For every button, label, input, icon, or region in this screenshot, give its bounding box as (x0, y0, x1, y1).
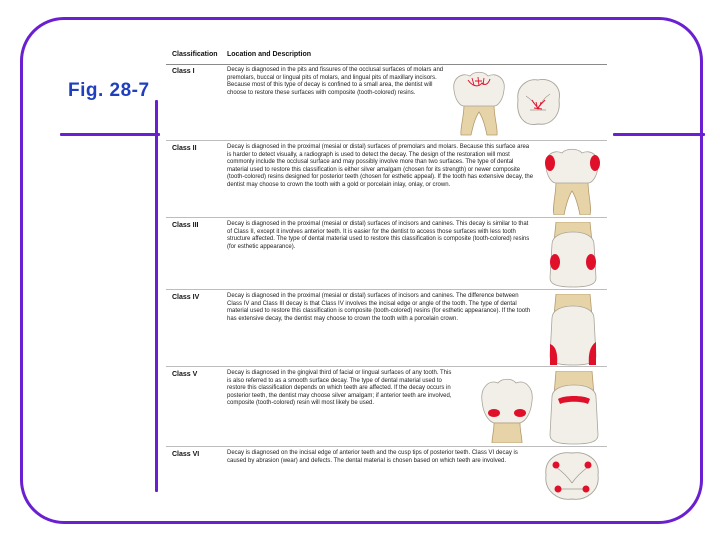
incisor-gingival-decay-illustration (544, 371, 604, 445)
incisor-incisal-angle-decay-illustration (542, 294, 604, 366)
row-class-label: Class III (172, 222, 199, 229)
classification-table (166, 46, 607, 496)
molar-top-view-decay-illustration (512, 74, 564, 130)
header-classification: Classification (172, 51, 218, 58)
molar-proximal-decay-illustration (540, 143, 604, 215)
incisor-proximal-decay-illustration (542, 222, 604, 288)
table-row-class-6 (166, 446, 607, 497)
row-description: Decay is diagnosed in the pits and fissures of the occlusal surfaces of molars and premolars, buccal or lingual pits of molars, and lingual pits of maxillary incisors. Because most of this type of decay is confined to a small area, the dentist will choose to restore these surfaces with composite (tooth-colored) resins. (227, 67, 444, 96)
header-location-description: Location and Description (227, 51, 312, 58)
row-description: Decay is diagnosed in the proximal (mesial or distal) surfaces of premolars and molars. Because this surface area is harder to detect visually, a radiograph is used to detect the decay. The design of the restoration will most commonly include the occlusal surface and may possibly involve more than two surfaces. The type of dental material used to restore this classification is either silver amalgam (chosen for its strength) or newer composite (tooth-colored) resins designed for posterior teeth (chosen for esthetic appeal). If the tooth has extensive decay, the dentist may choose to crown the tooth with a gold or porcelain inlay, onlay, or crown. (227, 144, 534, 188)
row-class-label: Class I (172, 68, 195, 75)
table-row-class-2 (166, 140, 607, 218)
table-row-class-4 (166, 289, 607, 367)
table-header (166, 46, 607, 65)
table-row-class-1 (166, 64, 607, 140)
figure-label: Fig. 28-7 (68, 80, 150, 101)
row-class-label: Class II (172, 145, 197, 152)
molar-occlusal-decay-illustration (448, 66, 510, 136)
row-description: Decay is diagnosed in the proximal (mesial or distal) surfaces of incisors and canines. The difference between Class IV and Class III decay is that Class IV involves the incisal edge or angle of the tooth. The type of dental material used to restore this classification is composite (tooth-colored) resins (for esthetic appearance). If the tooth has extensive decay, the dentist may choose to crown the tooth with a porcelain crown. (227, 293, 531, 322)
row-class-label: Class VI (172, 451, 200, 458)
table-row-class-5 (166, 366, 607, 447)
row-class-label: Class V (172, 371, 198, 378)
molar-cusp-tip-decay-illustration (540, 449, 604, 501)
left-divider-line (60, 133, 160, 136)
vertical-divider-line (155, 100, 158, 492)
right-divider-line (613, 133, 705, 136)
row-class-label: Class IV (172, 294, 200, 301)
row-description: Decay is diagnosed in the proximal (mesial or distal) surfaces of incisors and canines. This decay is similar to that of Class II, except it involves anterior teeth. It is easier for the dentist to access those surfaces with less tooth structure affected. The type of dental material used to restore this classification is composite (tooth-colored) resins (for esthetic appearance). (227, 221, 530, 250)
row-description: Decay is diagnosed on the incisal edge of anterior teeth and the cusp tips of posterior teeth. Class VI decay is caused by abrasion (wear) and defects. The dental material is chosen based on which teeth are involved. (227, 450, 518, 464)
molar-gingival-decay-illustration (476, 373, 538, 443)
table-row-class-3 (166, 217, 607, 290)
row-description: Decay is diagnosed in the gingival third of facial or lingual surfaces of any tooth. This is also referred to as a smooth surface decay. The type of dental material used to restore this classification depends on which teeth are affected. If the decay occurs in posterior teeth, the dentist may choose silver amalgam; if anterior teeth are involved, composite (tooth-colored) resin will most likely be used. (227, 370, 452, 407)
